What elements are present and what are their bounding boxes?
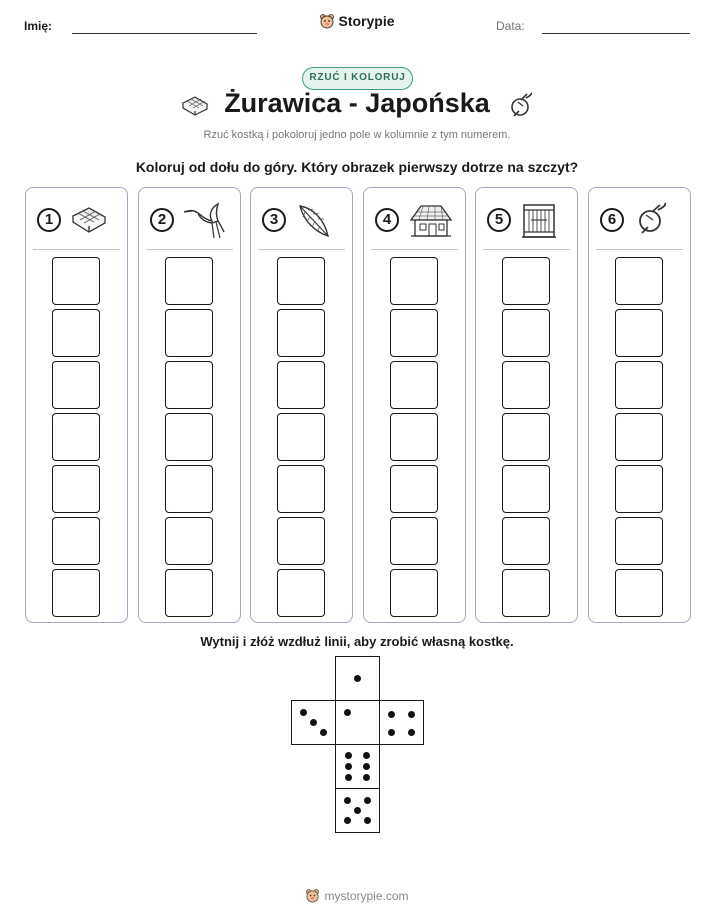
column-number: 2 bbox=[150, 208, 174, 232]
color-cell[interactable] bbox=[277, 309, 325, 357]
die-face-top bbox=[335, 656, 380, 701]
color-cell[interactable] bbox=[615, 517, 663, 565]
die-pip bbox=[310, 719, 317, 726]
die-pip bbox=[320, 729, 327, 736]
color-cell[interactable] bbox=[615, 309, 663, 357]
color-cell[interactable] bbox=[165, 413, 213, 461]
color-cell[interactable] bbox=[52, 257, 100, 305]
color-cell[interactable] bbox=[52, 569, 100, 617]
die-pip bbox=[344, 709, 351, 716]
column-number: 1 bbox=[37, 208, 61, 232]
die-pip bbox=[363, 763, 370, 770]
column-2 bbox=[138, 187, 241, 623]
date-field[interactable] bbox=[542, 33, 690, 34]
color-cell[interactable] bbox=[615, 569, 663, 617]
column-number: 5 bbox=[487, 208, 511, 232]
color-cell[interactable] bbox=[277, 569, 325, 617]
color-cell[interactable] bbox=[277, 517, 325, 565]
feather-icon bbox=[294, 202, 334, 245]
futon-icon bbox=[69, 202, 109, 243]
die-pip bbox=[408, 729, 415, 736]
color-cell[interactable] bbox=[52, 465, 100, 513]
color-cell[interactable] bbox=[502, 361, 550, 409]
color-cell[interactable] bbox=[502, 569, 550, 617]
crane-bird-icon bbox=[182, 202, 226, 245]
die-pip bbox=[345, 752, 352, 759]
color-cell[interactable] bbox=[502, 465, 550, 513]
die-pip bbox=[388, 711, 395, 718]
storypie-logo-icon bbox=[305, 888, 320, 906]
die-face-bottom bbox=[335, 788, 380, 833]
die-pip bbox=[363, 774, 370, 781]
column-1 bbox=[25, 187, 128, 623]
color-cell[interactable] bbox=[502, 413, 550, 461]
color-cell[interactable] bbox=[615, 465, 663, 513]
color-cell[interactable] bbox=[52, 309, 100, 357]
color-cell[interactable] bbox=[390, 465, 438, 513]
color-cell[interactable] bbox=[52, 517, 100, 565]
color-cell[interactable] bbox=[52, 361, 100, 409]
color-cell[interactable] bbox=[277, 361, 325, 409]
date-label: Data: bbox=[496, 19, 525, 33]
color-cell[interactable] bbox=[390, 361, 438, 409]
column-6 bbox=[588, 187, 691, 623]
color-cell[interactable] bbox=[390, 257, 438, 305]
die-pip bbox=[344, 817, 351, 824]
column-divider bbox=[33, 249, 120, 250]
color-cell[interactable] bbox=[615, 413, 663, 461]
cut-instruction: Wytnij i złóż wzdłuż linii, aby zrobić własną kostkę. bbox=[200, 634, 514, 649]
die-pip bbox=[354, 807, 361, 814]
column-divider bbox=[258, 249, 345, 250]
thatched-house-icon bbox=[407, 202, 455, 245]
subtitle: Rzuć kostką i pokoloruj jedno pole w kolumnie z tym numerem. bbox=[203, 129, 511, 141]
brand bbox=[0, 13, 714, 32]
activity-badge: RZUĆ I KOLORUJ bbox=[302, 67, 413, 90]
column-number: 4 bbox=[375, 208, 399, 232]
color-cell[interactable] bbox=[390, 413, 438, 461]
brand-name: Storypie bbox=[338, 13, 395, 30]
color-cell[interactable] bbox=[165, 517, 213, 565]
name-field[interactable] bbox=[72, 33, 257, 34]
column-divider bbox=[371, 249, 458, 250]
rope-knot-icon bbox=[632, 202, 672, 245]
color-cell[interactable] bbox=[52, 413, 100, 461]
die-pip bbox=[345, 763, 352, 770]
color-cell[interactable] bbox=[390, 517, 438, 565]
color-cell[interactable] bbox=[165, 569, 213, 617]
color-cell[interactable] bbox=[277, 465, 325, 513]
color-cell[interactable] bbox=[502, 309, 550, 357]
footer bbox=[0, 888, 714, 906]
rope-knot-icon bbox=[508, 92, 534, 127]
color-cell[interactable] bbox=[165, 257, 213, 305]
die-pip bbox=[363, 752, 370, 759]
die-pip bbox=[364, 817, 371, 824]
column-divider bbox=[596, 249, 683, 250]
die-pip bbox=[344, 797, 351, 804]
color-cell[interactable] bbox=[165, 465, 213, 513]
color-cell[interactable] bbox=[390, 569, 438, 617]
color-cell[interactable] bbox=[277, 413, 325, 461]
die-face-center bbox=[335, 700, 380, 745]
column-number: 3 bbox=[262, 208, 286, 232]
color-cell[interactable] bbox=[390, 309, 438, 357]
column-5 bbox=[475, 187, 578, 623]
column-divider bbox=[483, 249, 570, 250]
column-4 bbox=[363, 187, 466, 623]
column-3 bbox=[250, 187, 353, 623]
color-cell[interactable] bbox=[502, 517, 550, 565]
cage-icon bbox=[519, 202, 559, 245]
color-cell[interactable] bbox=[165, 361, 213, 409]
die-pip bbox=[388, 729, 395, 736]
name-label: Imię: bbox=[24, 19, 53, 33]
storypie-logo-icon bbox=[319, 13, 335, 32]
die-pip bbox=[345, 774, 352, 781]
footer-url[interactable]: mystorypie.com bbox=[324, 889, 409, 904]
die-face-left bbox=[291, 700, 336, 745]
color-cell[interactable] bbox=[277, 257, 325, 305]
page-title: Żurawica - Japońska bbox=[224, 88, 490, 118]
die-pip bbox=[364, 797, 371, 804]
column-number: 6 bbox=[600, 208, 624, 232]
color-cell[interactable] bbox=[502, 257, 550, 305]
die-pip bbox=[408, 711, 415, 718]
color-cell[interactable] bbox=[615, 361, 663, 409]
die-face-lower bbox=[335, 744, 380, 789]
die-pip bbox=[354, 675, 361, 682]
die-face-right bbox=[379, 700, 424, 745]
color-cell[interactable] bbox=[615, 257, 663, 305]
column-divider bbox=[146, 249, 233, 250]
instruction: Koloruj od dołu do góry. Który obrazek pierwszy dotrze na szczyt? bbox=[135, 159, 579, 175]
color-cell[interactable] bbox=[165, 309, 213, 357]
die-pip bbox=[300, 709, 307, 716]
